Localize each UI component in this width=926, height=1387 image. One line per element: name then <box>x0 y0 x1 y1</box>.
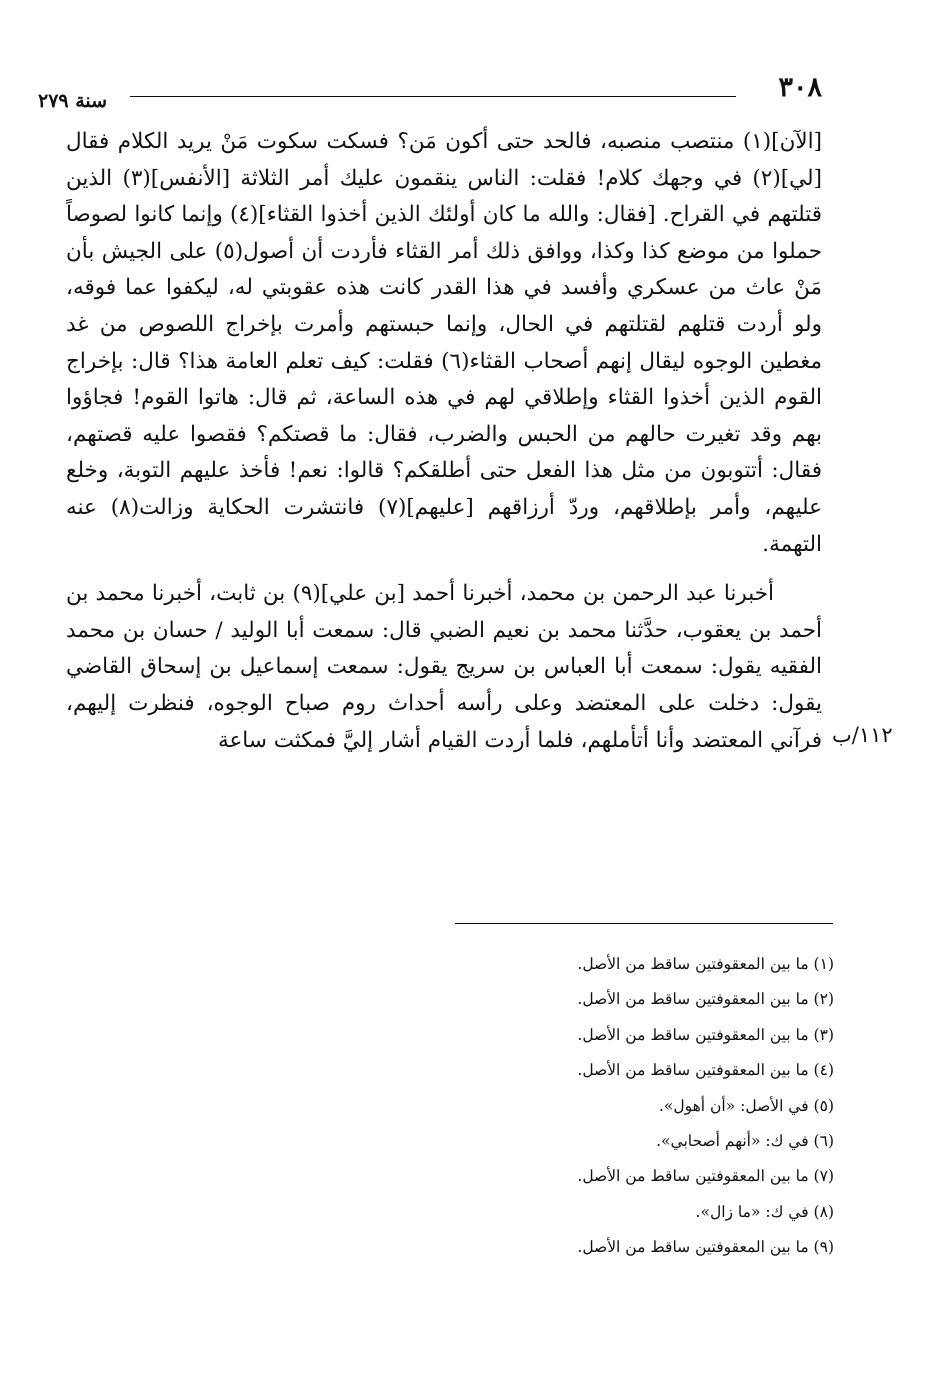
footnote-8: (٨) في ك: «ما زال». <box>695 1202 834 1221</box>
manuscript-folio-note: ١١٢/ب <box>832 723 893 747</box>
footnote-separator <box>455 923 833 924</box>
footnote-7: (٧) ما بين المعقوفتين ساقط من الأصل. <box>577 1167 834 1186</box>
running-header <box>38 68 822 112</box>
footnote-1: (١) ما بين المعقوفتين ساقط من الأصل. <box>577 955 834 973</box>
footnote-6: (٦) في ك: «أنهم أصحابي». <box>656 1132 834 1151</box>
paragraph-1: [الآن](١) منتصب منصبه، فالحد حتى أكون مَن؟ فسكت سكوت مَنْ يريد الكلام فقال [لي](٢) في وجهك كلام! فقلت: الناس ينقمون عليك أمر الثلاثة [الأنفس](٣) الذين قتلتهم في القراح. [فقال: والله ما كان أولئك الذين أخذوا القثاء](٤) وإنما كانوا لصوصاً حملوا من موضع كذا وكذا، ووافق ذلك أمر القثاء فأردت أن أصول(٥) على الجيش بأن مَنْ عاث من عسكري وأفسد في هذا القدر كانت هذه عقوبتي له، ليكفوا عما فوقه، ولو أردت قتلهم لقتلتهم في الحال، وإنما حبستهم وأمرت بإخراج اللصوص من غد مغطين الوجوه ليقال إنهم أصحاب القثاء(٦) فقلت: كيف تعلم العامة هذا؟ قال: بإخراج القوم الذين أخذوا القثاء وإطلاقي لهم في هذه الساعة، ثم قال: هاتوا القوم! فجاؤوا بهم وقد تغيرت حالهم من الحبس والضرب، فقال: ما قصتكم؟ فقصوا عليه قصتهم، فقال: أتتوبون من مثل هذا الفعل حتى أطلقكم؟ قالوا: نعم! فأخذ عليهم التوبة، وخلع عليهم، وأمر بإطلاقهم، وردّ أرزاقهم [عليهم](٧) فانتشرت الحكاية وزالت(٨) عنه التهمة. <box>66 129 822 557</box>
page-number: ٣٠٨ <box>778 72 822 103</box>
paragraph-2: أخبرنا عبد الرحمن بن محمد، أخبرنا أحمد [بن علي](٩) بن ثابت، أخبرنا محمد بن أحمد بن يعقوب، حدَّثنا محمد بن نعيم الضبي قال: سمعت أبا الوليد / حسان بن محمد الفقيه يقول: سمعت أبا العباس بن سريج يقول: سمعت إسماعيل بن إسحاق القاضي يقول: دخلت على المعتضد وعلى رأسه أحداث روم صباح الوجوه، فنظرت إليهم، فرآني المعتضد وأنا أتأملهم، فلما أردت القيام أشار إليَّ فمكثت ساعة <box>66 581 822 753</box>
header-rule <box>130 96 736 97</box>
footnote-5: (٥) في الأصل: «أن أهول». <box>658 1096 834 1115</box>
footnotes <box>420 947 834 1266</box>
footnote-2: (٢) ما بين المعقوفتين ساقط من الأصل. <box>577 990 834 1009</box>
footnote-9: (٩) ما بين المعقوفتين ساقط من الأصل. <box>577 1238 834 1257</box>
footnote-3: (٣) ما بين المعقوفتين ساقط من الأصل. <box>577 1025 834 1044</box>
footnote-4: (٤) ما بين المعقوفتين ساقط من الأصل. <box>577 1061 834 1080</box>
year-label: سنة ٢٧٩ <box>38 90 108 112</box>
main-text <box>66 124 822 759</box>
